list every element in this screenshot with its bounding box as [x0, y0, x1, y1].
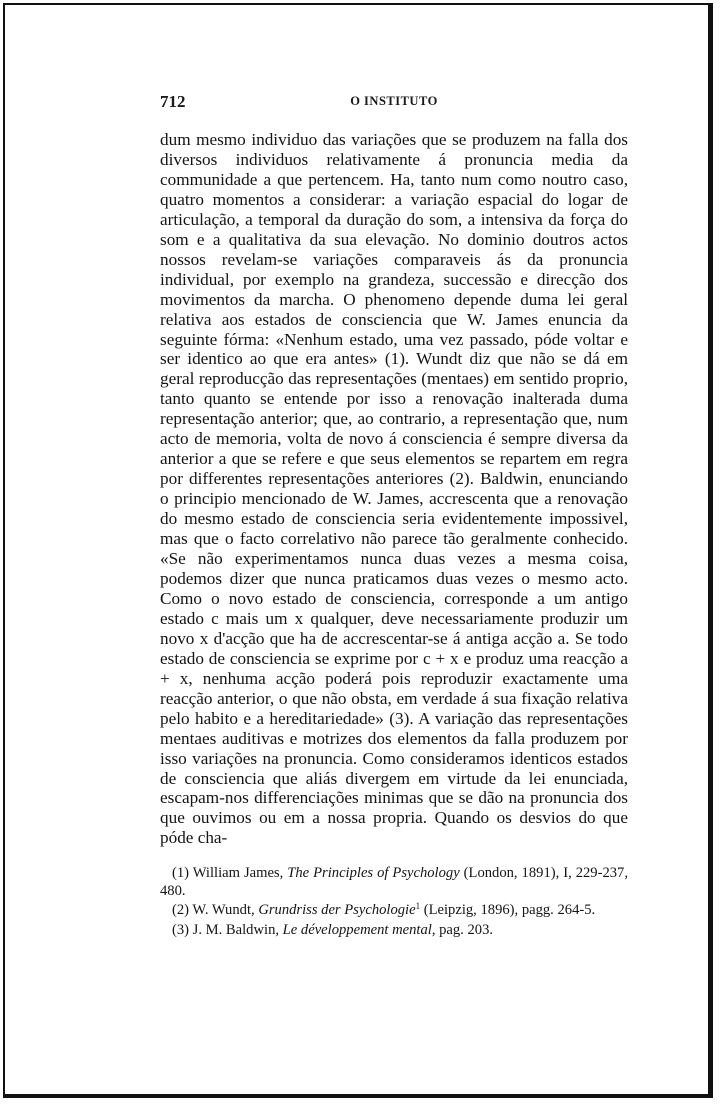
footnote-3: [160, 922, 628, 940]
paragraph: dum mesmo individuo das variações que se produzem na falla dos diversos individuos relativamente á pronuncia media da communidade a que pertencem. Ha, tanto num como noutro caso, quatro momentos a considerar: a variação espacial do logar de articulação, a temporal da duração do som, a intensiva da força do som e a qualitativa da sua elevação. No dominio doutros actos nossos revelam-se variações comparaveis ás da pronuncia individual, por exemplo na grandeza, successão e direcção dos movimentos da marcha. O phenomeno depende duma lei geral relativa aos estados de consciencia que W. James enuncia da seguinte fórma: «Nenhum estado, uma vez passado, póde voltar e ser identico ao que era antes» (1). Wundt diz que não se dá em geral reproducção das representações (mentaes) em sentido proprio, tanto quanto se entende por isso a renovação inalterada duma representação anterior; que, ao contrario, a representação que, num acto de memoria, volta de novo á consciencia é sempre diversa da anterior a que se refere e que seus elementos se repartem em regra por differentes representações anteriores (2). Baldwin, enunciando o principio mencionado de W. James, accrescenta que a renovação do mesmo estado de consciencia seria evidentemente impossivel, mas que o facto correlativo não parece tão geralmente conhecido. «Se não experimentamos nunca duas vezes a mesma coisa, podemos dizer que nunca praticamos duas vezes o mesmo acto. Como o novo estado de consciencia, corresponde a um antigo estado c mais um x qualquer, deve necessariamente produzir um novo x d'acção que ha de accrescentar-se á antiga acção a. Se todo estado de consciencia se exprime por c + x e produz uma reacção a + x, nenhuma acção poderá pois reproduzir exactamente uma reacção anterior, o que não obsta, em verdade á sua fixação relativa pelo habito e a hereditariedade» (3). A variação das representações mentaes auditivas e motrizes dos elementos da falla produzem por isso variações na pronuncia. Como consideramos identicos estados de consciencia que aliás divergem em virtude da lei enunciada, escapam-nos differenciações minimas que se dão na pronuncia dos que ouvimos ou em a nossa propria. Quando os desvios do que póde cha-: [160, 130, 628, 848]
footnote-book-title: The Principles of Psychology: [287, 865, 460, 881]
running-head: [160, 92, 628, 114]
footnote-book-title: Le développement mental: [282, 921, 432, 938]
journal-title: O INSTITUTO: [350, 94, 438, 108]
footnote-lead: (1) William James,: [172, 865, 288, 881]
footnote-lead: (3) J. M. Baldwin,: [172, 921, 283, 938]
footnote-lead: (2) W. Wundt,: [172, 902, 259, 918]
footnote-1: [160, 865, 628, 900]
footnote-details: (London, 1891), I, 229-237, 480.: [160, 865, 629, 899]
footnotes: [160, 865, 628, 941]
edition-superscript: 1: [415, 901, 421, 911]
footnote-details: , pag. 203.: [431, 921, 494, 938]
body-text: [160, 130, 628, 848]
footnote-2: [160, 902, 628, 920]
footnote-details: (Leipzig, 1896), pagg. 264-5.: [420, 902, 596, 918]
footnote-book-title: Grundriss der Psychologie: [258, 902, 416, 918]
page-number: 712: [160, 92, 186, 111]
